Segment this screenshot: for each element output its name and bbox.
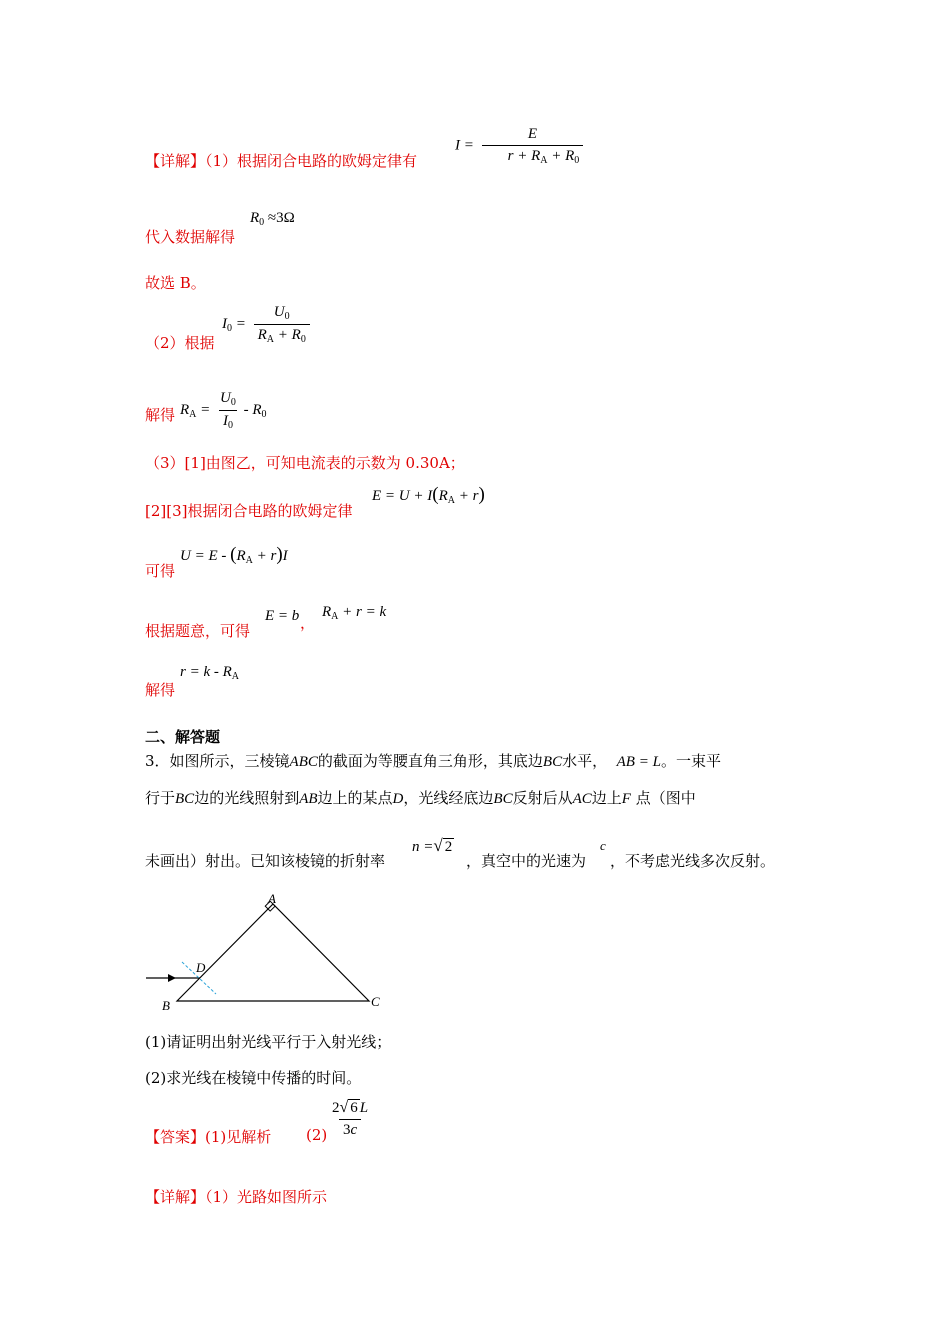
answer-part1: (1)见解析 [205,1128,272,1146]
ohm-law-formula [455,126,583,166]
r0-result: $R_0 \approx 3\Omega$ [250,210,295,228]
answer-part2: (2) [306,1126,328,1144]
formula-numerator: E [527,126,538,142]
emf-equation: $E = U + I(R_A + r)$ [372,484,485,506]
voltage-equation: $U = E - (R_A + r)I$ [180,544,288,566]
label-d: D [196,960,206,975]
i0-formula: $I_0$ = $\frac{U_0}{R_A + R_0}$ [222,304,310,345]
formula-lhs: I = [455,137,474,154]
answer-fraction: $\frac{2√ 6 L}{3c}$ [332,1099,369,1138]
prism-figure [140,888,400,1018]
substitute-text: 代入数据解得 [145,228,236,246]
part3-ohm-text: [2][3]根据闭合电路的欧姆定律 [145,502,353,520]
ra-plus-r-equals-k: $R_A + r = k$ [322,604,387,622]
sub-question-1: (1)请证明出射光线平行于入射光线； [145,1033,392,1051]
section-title: 二、解答题 [145,728,221,746]
detail-text: （1）根据闭合电路的欧姆定律有 [205,152,418,170]
formula-denominator: $r + R_A + R_0$ [482,145,584,166]
q3-line-3: 未画出）射出。已知该棱镜的折射率 [145,852,386,870]
r-result: $r = k - R_A$ [180,664,240,682]
label-b: B [162,998,170,1013]
label-c: C [371,994,380,1009]
detail2-line [145,1186,327,1207]
q3-line-3-mid: ，真空中的光速为 [466,852,587,870]
derive-text: 可得 [145,562,176,580]
solve-text: 解得 [145,406,176,424]
sub-question-2: (2)求光线在棱镜中传播的时间。 [145,1069,362,1087]
answer-tag: 【答案】 [145,1128,206,1146]
light-speed-symbol: c [600,838,606,853]
final-solve-text: 解得 [145,681,176,699]
ray-arrow-icon [168,974,176,982]
part2-text: （2）根据 [145,334,215,352]
detail2-tag: 【详解】 [145,1188,206,1206]
comma: ， [300,614,316,632]
detail-tag: 【详解】 [145,152,206,170]
label-a: A [268,891,276,906]
choice-text: 故选 B。 [145,274,206,292]
detail2-text: （1）光路如图所示 [205,1188,328,1206]
refractive-index: n =√ 2 [412,836,453,855]
detail-line-1 [145,150,417,171]
e-equals-b: E = b [265,608,300,624]
prism-triangle [177,904,369,1001]
q3-line-2: 行于BC边的光线照射到AB边上的某点D，光线经底边BC反射后从AC边上F 点（图中 [145,789,696,807]
part3-text: （3）[1]由图乙，可知电流表的示数为 0.30A； [145,454,465,472]
answer-line [145,1126,271,1147]
ra-formula: $R_A$ = $\frac{U_0}{I_0}$ - $R_0$ [180,390,267,431]
q3-line-3-post: ，不考虑光线多次反射。 [610,852,776,870]
q3-line-1: 3．如图所示，三棱镜ABC的截面为等腰直角三角形，其底边BC水平， AB = L。一束平 [145,752,721,770]
problem-meaning-text: 根据题意，可得 [145,622,251,640]
